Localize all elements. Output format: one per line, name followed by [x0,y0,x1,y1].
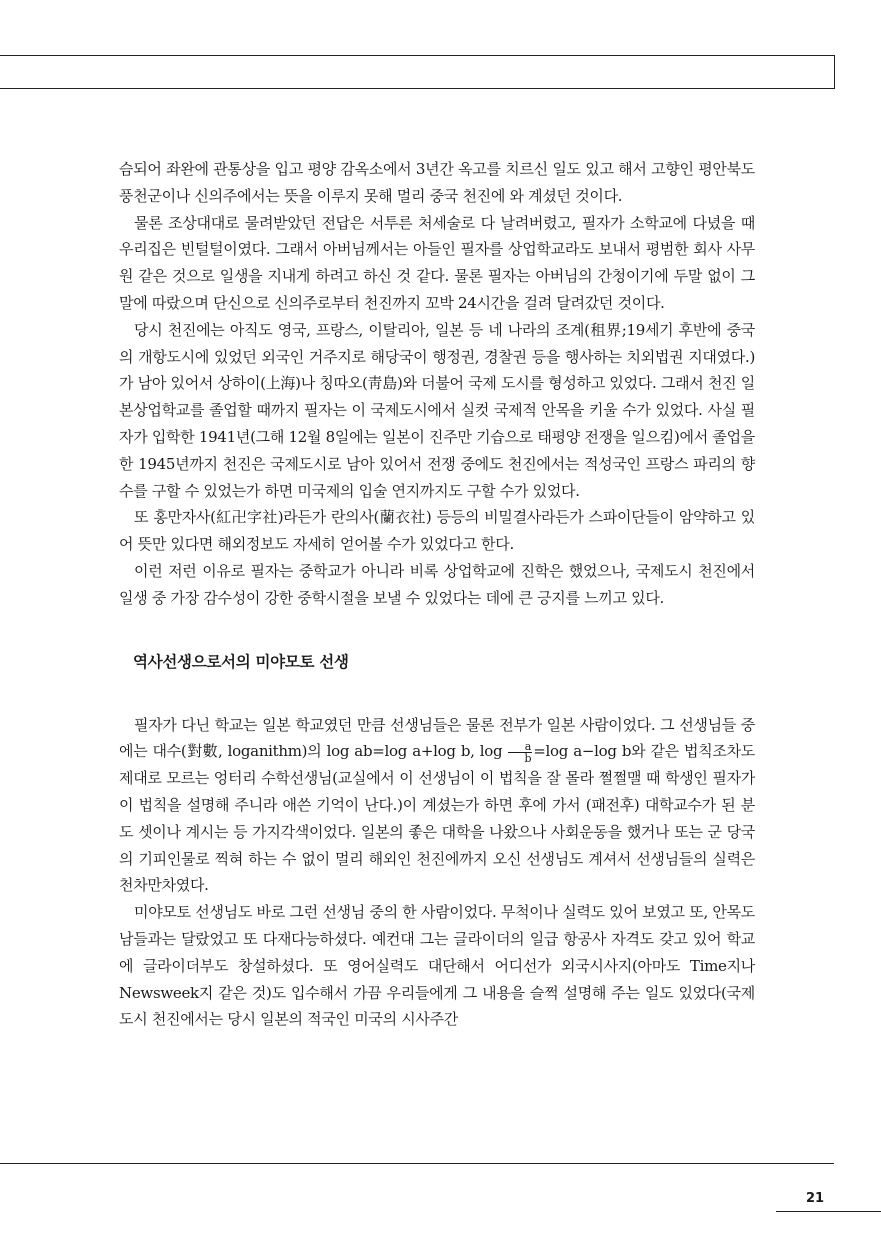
paragraph-secret-societies: 또 홍만자사(紅卍字社)라든가 란의사(蘭衣社) 등등의 비밀결사라든가 스파이단들이 암약하고 있어 뜻만 있다면 해외정보도 자세히 얻어볼 수가 있었다고 한다. [119,508,755,554]
paragraph-teachers-formula [119,712,755,900]
paragraph-miyamoto: 미야모토 선생님도 바로 그런 선생님 중의 한 사람이었다. 무척이나 실력도 있어 보였고 또, 안목도 남들과는 달랐었고 또 다재다능하셨다. 예컨대 그는 글라이더의 일급 항공사 자격도 갖고 있어 학교에 글라이더부도 창설하셨다. 또 영어실력도 대단해서 어디선가 외국시사지(아마도 Time지나 Newsweek지 같은 것)도 입수해서 가끔 우리들에게 그 내용을 슬쩍 설명해 주는 일도 있었다(국제도시 천진에서는 당시 일본의 적국인 미국의 시사주간 [119,903,755,1029]
header-frame-right-rule [834,55,835,88]
header-frame-top-rule [0,55,834,56]
fraction-numerator: a [508,741,532,753]
footer-frame-rule [0,1163,834,1164]
header-frame-bottom-rule [0,88,835,89]
formula-text-after: =log a−log b와 같은 법칙조차도 제대로 모르는 엉터리 수학선생님(교실에서 이 선생님이 이 법칙을 잘 몰라 쩔쩔맬 때 학생인 필자가 이 법칙을 설명해 주니라 애쓴 기억이 난다.)이 계셨는가 하면 후에 가서 (패전후) 대학교수가 된 분도 셋이나 계시는 등 가지각색이었다. 일본의 좋은 대학을 나왔으나 사회운동을 했거나 또는 군 당국의 기피인물로 찍혀 하는 수 없이 멀리 해외인 천진에까지 오신 선생님도 계셔서 선생님들의 실력은 천차만차였다. [119,742,755,895]
section-heading: 역사선생으로서의 미야모토 선생 [133,652,349,671]
page-number-rule [776,1211,881,1212]
paragraph-pride: 이런 저런 이유로 필자는 중학교가 아니라 비록 상업학교에 진학은 했었으나, 국제도시 천진에서 일생 중 가장 감수성이 강한 중학시절을 보낼 수 있었다는 데에 큰 긍지를 느끼고 있다. [119,561,755,607]
paragraph-family-fortune: 물론 조상대대로 물려받았던 전답은 서투른 처세술로 다 날려버렸고, 필자가 소학교에 다녔을 때 우리집은 빈털털이였다. 그래서 아버님께서는 아들인 필자를 상업학교라도 보내서 평범한 회사 사무원 같은 것으로 일생을 지내게 하려고 하신 것 같다. 물론 필자는 아버님의 간청이기에 두말 없이 그 말에 따랐으며 단신으로 신의주로부터 천진까지 꼬박 24시간을 걸려 달려갔던 것이다. [119,213,756,312]
fraction-denominator: b [524,751,532,765]
formula-text-before: 필자가 다닌 학교는 일본 학교였던 만큼 선생님들은 물론 전부가 일본 사람이었다. 그 선생님들 중에는 대수(對數, loganithm)의 log ab=log a+log b, log [119,715,755,761]
paragraph-continued: 슴되어 좌완에 관통상을 입고 평양 감옥소에서 3년간 옥고를 치르신 일도 있고 해서 고향인 평안북도 풍천군이나 신의주에서는 뜻을 이루지 못해 멀리 중국 천진에 와 계셨던 것이다. [119,160,755,205]
page-number: 21 [806,1191,825,1206]
paragraph-tianjin-concessions: 당시 천진에는 아직도 영국, 프랑스, 이탈리아, 일본 등 네 나라의 조계(租界;19세기 후반에 중국의 개항도시에 있었던 외국인 거주지로 해당국이 행정권, 경찰권 등을 행사하는 치외법권 지대였다.)가 남아 있어서 상하이(上海)나 칭따오(靑島)와 더불어 국제 도시를 형성하고 있었다. 그래서 천진 일본상업학교를 졸업할 때까지 필자는 이 국제도시에서 실컷 국제적 안목을 키울 수가 있었다. 사실 필자가 입학한 1941년(그해 12월 8일에는 일본이 진주만 기습으로 태평양 전쟁을 일으킴)에서 졸업을 한 1945년까지 천진은 국제도시로 남아 있어서 전쟁 중에도 천진에서는 적성국인 프랑스 파리의 향수를 구할 수 있었는가 하면 미국제의 입술 연지까지도 구할 수가 있었다. [119,320,755,500]
fraction-a-over-b [508,741,532,764]
page-body [119,156,755,1033]
